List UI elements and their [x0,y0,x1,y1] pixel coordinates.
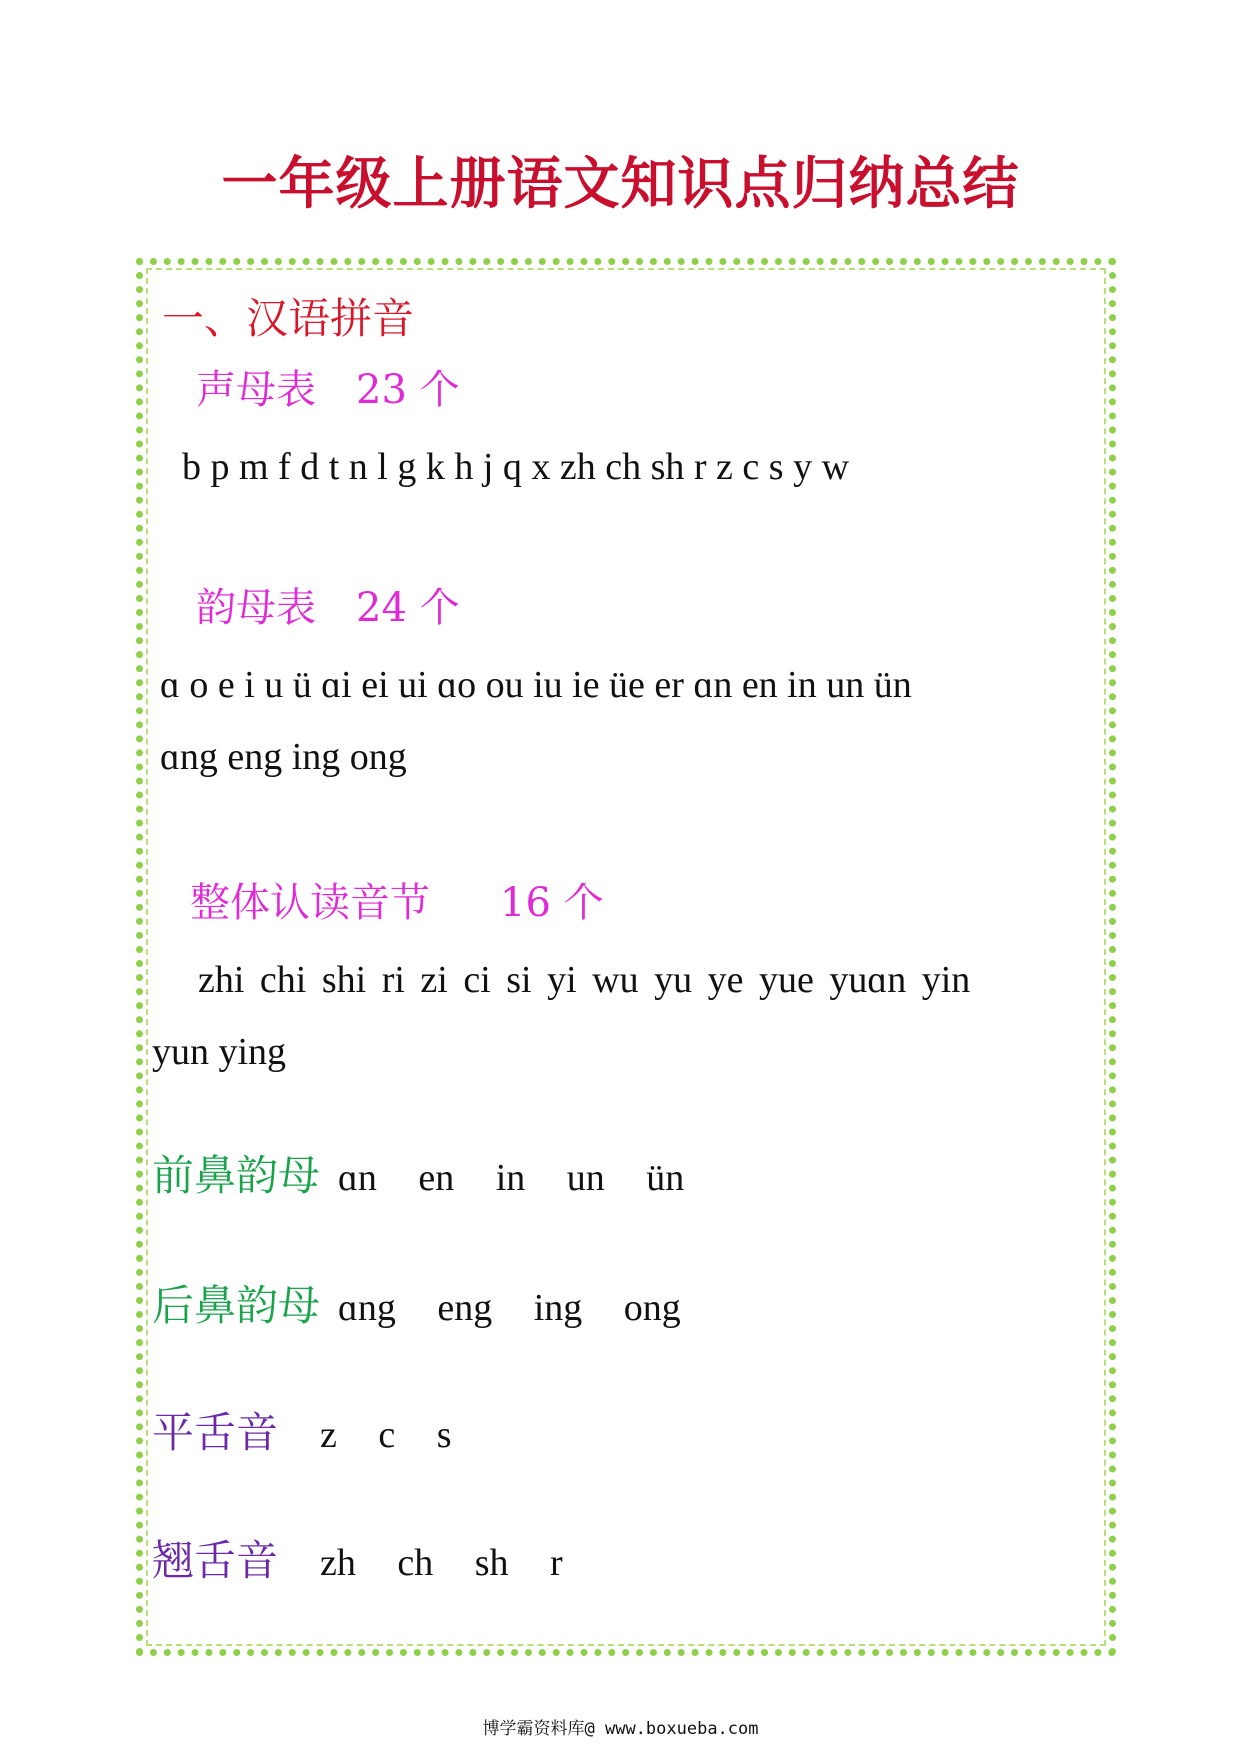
whole-syllables-count: 16 个 [500,880,604,926]
retroflex-values: zh ch sh r [320,1542,563,1584]
whole-syllables-line-1: zhi chi shi ri zi ci si yi wu yu ye yue yuɑn yin [198,959,971,1001]
retroflex-label: 翘舌音 [152,1536,279,1585]
initials-label: 声母表 [196,367,316,413]
whole-syllables-line-2: yun ying [152,1031,287,1073]
back-nasal-values: ɑng eng ing ong [338,1287,681,1329]
finals-list-line-1: ɑ o e i u ü ɑi ei ui ɑo ou iu ie üe er ɑn en in un ün [160,664,912,706]
footer-watermark: 博学霸资料库@ www.boxueba.com [482,1719,759,1739]
retroflex-row [152,1536,563,1585]
finals-label: 韵母表 [196,585,316,631]
back-nasal-label: 后鼻韵母 [152,1281,321,1330]
whole-syllables-label: 整体认读音节 [190,880,430,926]
initials-heading [196,367,460,413]
front-nasal-row [152,1151,685,1200]
front-nasal-label: 前鼻韵母 [152,1151,321,1200]
flat-tongue-row [152,1408,452,1457]
whole-syllables-heading [190,880,604,926]
finals-list-line-2: ɑng eng ing ong [160,736,407,778]
initials-count: 23 个 [356,367,460,413]
finals-heading [196,585,460,631]
front-nasal-values: ɑn en in un ün [338,1157,685,1199]
flat-tongue-values: z c s [320,1414,452,1456]
page-title: 一年级上册语文知识点归纳总结 [221,152,1020,217]
initials-list: b p m f d t n l g k h j q x zh ch sh r z c s y w [182,446,850,488]
section-heading: 一、汉语拼音 [162,294,415,343]
finals-count: 24 个 [356,585,460,631]
back-nasal-row [152,1281,681,1330]
flat-tongue-label: 平舌音 [152,1408,279,1457]
